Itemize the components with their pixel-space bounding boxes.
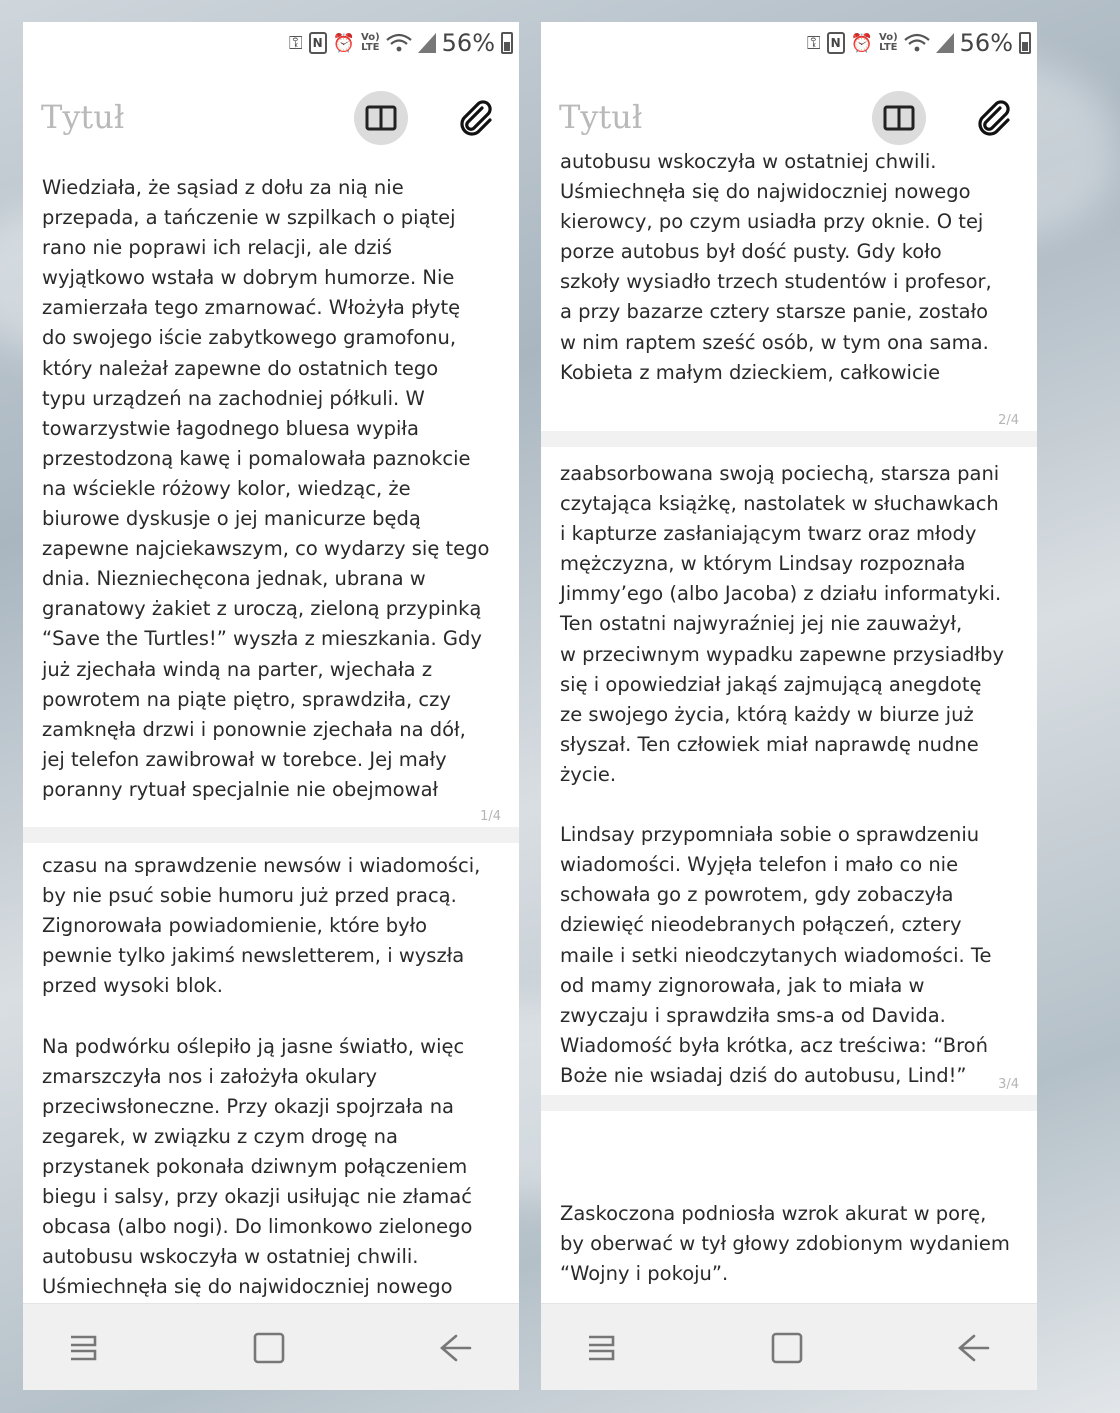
volte-icon: Vo) LTE <box>879 32 898 53</box>
home-button[interactable] <box>247 1326 291 1370</box>
signal-icon <box>418 30 436 56</box>
page-card <box>23 843 519 1313</box>
note-title[interactable]: Tytuł <box>559 98 643 136</box>
signal-icon <box>936 30 954 56</box>
wifi-icon <box>904 30 930 56</box>
page-text: Zaskoczona podniosła wzrok akurat w porę, by oberwać w tył głowy zdobionym wydaniem “Wojny i pokoju”. <box>560 1202 1010 1286</box>
page-text: Wiedziała, że sąsiad z dołu za nią nie przepada, a tańczenie w szpilkach o piątej rano nie poprawi ich relacji, ale dziś wyjątkowo wstała w dobrym humorze. Nie zamierzała tego zmarnować. Włożyła płytę do swojego iście zabytkowego gramofonu, który należał zapewne do ostatnich tego typu urządzeń na zachodniej półkuli. W towarzystwie łagodnego bluesa wypiła przestodzoną kawę i pomalowała paznokcie na wściekle różowy kolor, wiedząc, że biurowe dyskusje o jej manicurze będą zapewne najciekawszym, co wydarzy się tego dnia. Niezniechęcona jednak, ubrana w granatowy żakiet z uroczą, zieloną przypinką “Save the Turtles!” wyszła z mieszkania. Gdy już zjechała windą na parter, wjechała z powrotem na piąte piętro, sprawdziła, czy zamknęła drzwi i ponownie zjechała na dół, jej telefon zawibrował w torebce. Jej mały poranny rytuał specjalnie nie obejmował <box>42 176 490 801</box>
page-text: czasu na sprawdzenie newsów i wiadomości, by nie psuć sobie humoru już przed pracą. Zignorowała powiadomienie, które było pewnie tylko jakimś newsletterem, i wyszła przed wysoki blok. Na podwórku oślepiło ją jasne światło, więc zmarszczyła nos i założyła okulary przeciwsłoneczne. Przy okazji spojrzała na zegarek, w związku z czym drogę na przystanek pokonała dziwnym połączeniem biegu i salsy, przy okazji usiłując nie złamać obcasa (albo nogi). Do limonkowo zielonego autobusu wskoczyła w ostatniej chwili. Uśmiechnęła się do najwidoczniej nowego <box>42 854 481 1299</box>
phone-screen-right <box>541 22 1037 1390</box>
recents-button[interactable] <box>579 1326 623 1370</box>
phone-screen-left <box>23 22 519 1390</box>
navigation-bar <box>541 1303 1037 1390</box>
sim-icon: ⚿ <box>288 32 303 54</box>
page-card <box>23 167 519 827</box>
status-bar <box>541 22 1037 64</box>
attach-button[interactable] <box>449 91 503 145</box>
page-text: zaabsorbowana swoją pociechą, starsza pani czytająca książkę, nastolatek w słuchawkach i kapturze zasłaniającym twarz oraz młody mężczyzna, w którym Lindsay rozpoznała Jimmy’ego (albo Jacoba) z działu informatyki. Ten ostatni najwyraźniej jej nie zauważył, w przeciwnym wypadku zapewne przysiadłby się i opowiedział jakąś zajmującą anegdotę ze swojego życia, którą każdy w biurze już słyszał. Ten człowiek miał naprawdę nudne życie. Lindsay przypomniała sobie o sprawdzeniu wiadomości. Wyjęła telefon i mało co nie schowała go z powrotem, gdy zobaczyła dziewięć nieodebranych połączeń, cztery maile i setki nieodczytanych wiadomości. Te od mamy zignorowała, jak to miała w zwyczaju i sprawdziła sms-a od Davida. Wiadomość była krótka, acz treściwa: “Broń Boże nie wsiadaj dziś do autobusu, Lind!” <box>560 462 1004 1087</box>
page-text: autobusu wskoczyła w ostatniej chwili. Uśmiechnęła się do najwidoczniej nowego kierowcy, po czym usiadła przy oknie. O tej porze autobus był dość pusty. Gdy koło szkoły wysiadło trzech studentów i profesor, a przy bazarze cztery starsze panie, zostało w nim raptem sześć osób, w tym ona sama. Kobieta z małym dzieckiem, całkowicie <box>560 150 992 384</box>
back-button[interactable] <box>951 1326 995 1370</box>
nfc-icon: N <box>309 32 327 54</box>
volte-icon: Vo) LTE <box>361 32 380 53</box>
sim-icon: ⚿ <box>806 32 821 54</box>
wifi-icon <box>386 30 412 56</box>
alarm-icon: ⏰ <box>332 32 356 54</box>
note-title[interactable]: Tytuł <box>41 98 125 136</box>
home-icon <box>770 1331 804 1365</box>
paperclip-icon <box>976 100 1012 136</box>
back-icon <box>438 1333 472 1363</box>
page-card <box>541 1111 1037 1311</box>
home-button[interactable] <box>765 1326 809 1370</box>
paperclip-icon <box>458 100 494 136</box>
recents-button[interactable] <box>61 1326 105 1370</box>
book-icon <box>365 104 397 132</box>
battery-percent: 56% <box>441 29 495 57</box>
note-content[interactable] <box>541 150 1037 1302</box>
read-mode-button[interactable] <box>872 91 926 145</box>
back-button[interactable] <box>433 1326 477 1370</box>
back-icon <box>956 1333 990 1363</box>
alarm-icon: ⏰ <box>850 32 874 54</box>
attach-button[interactable] <box>967 91 1021 145</box>
home-icon <box>252 1331 286 1365</box>
page-card <box>541 447 1037 1095</box>
note-content[interactable] <box>23 167 519 1302</box>
battery-percent: 56% <box>959 29 1013 57</box>
battery-icon <box>501 32 513 54</box>
status-bar <box>23 22 519 64</box>
book-icon <box>883 104 915 132</box>
recents-icon <box>583 1333 619 1363</box>
page-number: 3/4 <box>998 1077 1019 1092</box>
recents-icon <box>65 1333 101 1363</box>
battery-icon <box>1019 32 1031 54</box>
read-mode-button[interactable] <box>354 91 408 145</box>
page-number: 1/4 <box>480 809 501 824</box>
page-number: 2/4 <box>998 413 1019 428</box>
app-bar <box>23 64 519 167</box>
nfc-icon: N <box>827 32 845 54</box>
page-card <box>541 150 1037 431</box>
navigation-bar <box>23 1303 519 1390</box>
